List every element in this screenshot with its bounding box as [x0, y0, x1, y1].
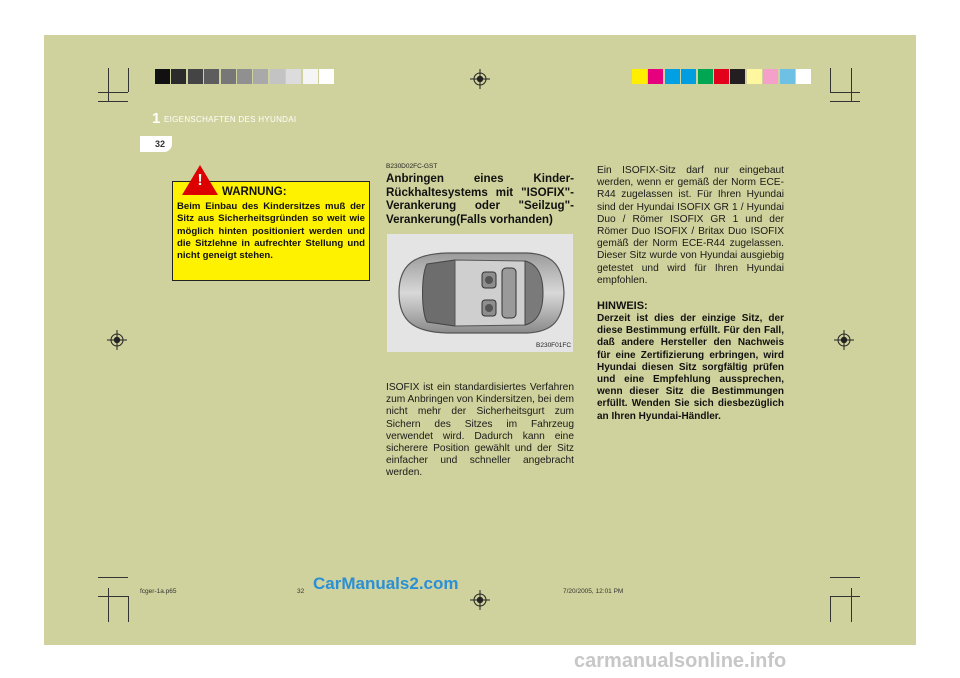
figure-code: B230F01FC: [536, 342, 572, 349]
registration-mark-icon: [470, 69, 490, 89]
gray-calibration-bar: [155, 69, 335, 84]
watermark-bottom: carmanualsonline.info: [574, 650, 787, 672]
calibration-swatch: [747, 69, 762, 84]
calibration-swatch: [319, 69, 334, 84]
calibration-swatch: [632, 69, 647, 84]
chapter-title: EIGENSCHAFTEN DES HYUNDAI: [164, 115, 297, 124]
calibration-swatch: [714, 69, 729, 84]
calibration-swatch: [155, 69, 170, 84]
calibration-swatch: [665, 69, 680, 84]
calibration-swatch: [188, 69, 203, 84]
crop-mark: [98, 577, 128, 578]
warning-text: Beim Einbau des Kindersitzes muß der Sitz aus Sicherheitsgründen so weit wie möglich hinten positioniert werden und die Sitzlehne in aufrechter Stellung und nicht geneigt stehen.: [177, 201, 365, 262]
calibration-swatch: [763, 69, 778, 84]
crop-mark: [830, 92, 860, 93]
watermark-link[interactable]: CarManuals2.com: [313, 574, 459, 593]
crop-mark: [830, 101, 860, 102]
crop-mark: [830, 596, 860, 597]
calibration-swatch: [237, 69, 252, 84]
crop-mark: [98, 596, 128, 597]
crop-mark: [98, 101, 128, 102]
footer-file: fcger-1a.p65: [140, 588, 177, 595]
calibration-swatch: [286, 69, 301, 84]
section-heading: Anbringen eines Kinder-Rückhaltesystems mit "ISOFIX"-Verankerung oder "Seilzug"-Verankerung(Falls vorhanden): [386, 172, 574, 226]
registration-mark-icon: [107, 330, 127, 350]
crop-mark: [108, 588, 109, 622]
calibration-swatch: [780, 69, 795, 84]
note-title: HINWEIS:: [597, 300, 648, 312]
section-paragraph: ISOFIX ist ein standardisiertes Verfahren zum Anbringen von Kindersitzen, bei dem nicht mehr der Sicherheitsgurt zum Sichern des Sitzes im Fahrzeug verwendet wird. Dadurch kann eine sicherere Position gewählt und der Sitz einfacher und schneller angebracht werden.: [386, 382, 575, 479]
calibration-swatch: [796, 69, 811, 84]
calibration-swatch: [171, 69, 186, 84]
crop-mark: [830, 596, 831, 622]
crop-mark: [98, 92, 128, 93]
crop-mark: [128, 596, 129, 622]
note-text: Derzeit ist dies der einzige Sitz, der diese Bestimmung erfüllt. Für den Fall, daß andere Hersteller den Nachweis für eine Zertifizierung erbringen, wird Hyundai diesen Sitz sorgfältig prüfen und eine Empfehlung aussprechen, wenn dieser Sitz die Bestimmungen erfüllt. Wenden Sie sich diesbezüglich an Ihren Hyundai-Händler.: [597, 313, 784, 422]
warning-symbol: !: [197, 172, 203, 189]
calibration-swatch: [303, 69, 318, 84]
registration-mark-icon: [470, 590, 490, 610]
calibration-swatch: [221, 69, 236, 84]
crop-mark: [830, 68, 831, 92]
footer-page: 32: [297, 588, 305, 595]
page-number: 32: [155, 139, 166, 149]
calibration-swatch: [681, 69, 696, 84]
registration-mark-icon: [834, 330, 854, 350]
calibration-swatch: [270, 69, 285, 84]
crop-mark: [830, 577, 860, 578]
car-top-view-figure: [387, 234, 573, 352]
calibration-swatch: [648, 69, 663, 84]
car-top-view-icon: [387, 234, 573, 352]
warning-title: WARNUNG:: [222, 186, 287, 198]
crop-mark: [851, 588, 852, 622]
crop-mark: [851, 68, 852, 102]
calibration-swatch: [730, 69, 745, 84]
section-paragraph: Ein ISOFIX-Sitz darf nur eingebaut werden, wenn er gemäß der Norm ECE-R44 zugelassen ist. Für Ihren Hyundai sind der Hyundai ISOFIX GR 1 / Hyundai Duo / Römer ISOFIX GR 1 und der Römer Duo ISOFIX / Britax Duo ISOFIX gemäß der Norm ECE-R44 zugelassen. Dieser Sitz wurde von Hyundai ausgiebig getestet und wird für Ihren Hyundai empfohlen.: [597, 165, 784, 286]
calibration-swatch: [698, 69, 713, 84]
calibration-swatch: [253, 69, 268, 84]
footer-date: 7/20/2005, 12:01 PM: [563, 588, 624, 595]
color-calibration-bar: [632, 69, 812, 84]
crop-mark: [108, 68, 109, 102]
crop-mark: [128, 68, 129, 92]
calibration-swatch: [204, 69, 219, 84]
section-code: B230D02FC-GST: [386, 163, 438, 170]
chapter-number: 1: [152, 110, 161, 127]
